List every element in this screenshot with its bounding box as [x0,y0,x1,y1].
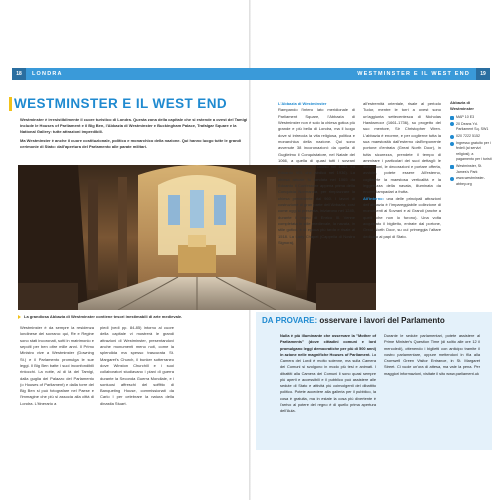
info-title: Abbazia di Westminster [450,100,474,111]
right-header-bar [250,68,490,80]
abbey-article-column-1 [278,101,355,246]
map-icon [450,116,454,120]
abbey-continued-text: all'estremità orientale, risale al periodo Tudor, mentre le torri a ovest sono un'aggiunta settecentesca di Nicholas Hawksmoor (1661-1736), su progetto del suo mentore, Sir Christopher Wren. L'abbazia è enorme, e per coglierne tutta la sua maestosità dall'esterno dall'imponente portone d'entrata (Great North Door), in tutta sicurezza, prendete il tempo di ammirare i particolari dei suoi dettagli: le dimensioni, le decorazioni e portare offerta, avvicini, potete essere All'esterno, coglierete la maestosa verticalità e la leggerezza della navata, illuminata da enormi lampadari a frutta. [363,101,441,195]
right-running-title: WESTMINSTER E IL WEST END [357,71,470,77]
page-heading: WESTMINSTER E IL WEST END [14,96,228,111]
body-column-1: Westminster è da sempre la residenza londinese del sovrano: qui, Re e Regine sono stati incoronati, sotti in matrimonio e sepolti per ben oltre mille anni. Il Primo Ministro vive a Westminster (Downing St.) e il Parlamento promulga le sue leggi. Il Big Ben batte i suoi inconfondibili rintocchi. La notte, al di là del Tamigi, dalla guglia del Palazzo del Parlamento (o Houses of Parliament) e dalla torre del Big Ben si può fotografare nel Paese e l'immagine che più si associa alla città di Londra. L'itinerario a [20,325,94,406]
feature-box-heading: osservare i lavori del Parlamento [319,316,445,325]
phone-icon [450,135,454,139]
info-row-address: 20 Deans Yd. Parliament Sq. SW1 [450,122,492,133]
info-row-phone: 020 7222 5152 [450,134,492,139]
inside-text: una delle principali attrazioni dell'abbazia è l'impareggiabile collezione di monumenti ai Sovrani e ai Grandi (anche a quelli che non lo furono). Una volta acquistato il biglietto, entrate dal portone, Great North Door, su cui primeggia l'altare dedicato ai papi di Stato. [363,195,441,239]
abbey-article-column-2 [363,101,441,240]
left-page-number: 18 [12,68,26,80]
intro-paragraph-1: Westminster è irresistibilmente il cuore turistico di Londra. Questa zona della capitale che si estende a ovest del Tamigi include le Houses of Parliament e il Big Ben, l'Abbazia di Westminster e Buckingham Palace, Trafalgar Square e la National Gallery: tutte attrazioni imperdibili. [20,117,248,135]
right-page-number: 19 [476,68,490,80]
abbey-info-box [450,100,492,189]
feature-box-label: DA PROVARE: [262,316,318,325]
info-row-web: www.westminster-abbey.org [450,176,492,187]
info-row-transport: Westminster, St. James's Park [450,164,492,175]
web-icon [450,177,454,181]
tube-icon [450,165,454,169]
caption-marker-icon [18,315,21,319]
feature-box-column-1 [280,333,376,414]
abbey-text: Rampando l'intero lato meridionale di Parliament Square, l'Abbazia di Westminster non è solo la chiesa gotica più grande e più bella di Londra, ma il luogo dove si intreccia la vita religiosa, politica e monarchica della nazione. Qui sono avvenute 38 incoronazioni: da quella di Guglielmo il Conquistatore, nel Natale del 1066, a quella di quasi tutti i sovrani (eccetto Edoardo V, ucciso nel 1483, ed Edoardo VIII, che abdicò nel 1936). La chiesa attuale fu fondata nel 1065 da Edoardo il Confessore appena prima della Conquista Normanna, per rimpiazzare la chiesa precedente dal 960. I lavori di costruzione di gran parte dell'Abbazia, così come oggi si presenta, iniziarono nel 1245, durante il regno di Enrico III. Venne completata in stile medievale, la navata, in stile gotico, è di epoca più tarda e risale al 1518. La Lady Chapel (Cappella di Nostra Signora), [278,107,355,245]
heading-accent [9,97,12,111]
intro-text [20,117,252,152]
feature-box-title [262,316,445,325]
abbey-lead: L'Abbazia di Westminster [278,101,327,106]
inside-lead: All'interno: [363,195,384,201]
feature-box-lead: Nulla è più illuminante che osservare la "Mother of Parliaments" (dove cittadini comuni e lord promulgano leggi democratiche per più di 500 anni) in azione nelle magnifiche Houses of Parliament. [280,333,376,357]
feature-box-text-1: La Camera dei Lordi è molto solenne, ma sulla Camera dei Comuni si svolgono in modo più tesi e animati. I dibattiti alla Camera dei Comuni li sono quasi sempre più aperti e accessibili e il pubblico può assistere alle sedute di Stato e attività più coinvolgenti del dibattito politico. Potete accedere alla galleria per il pubblico, la cosa è gratuita, ma in estate la cosa più divertente è l'arrivo al potere del regno è di quello prima apertura dell'Aula. [280,351,377,413]
photo-caption-text: La grandiosa Abbazia di Westminster contiene tesori inestimabili di arte medievale. [24,314,183,319]
photo-caption [18,314,258,319]
left-header-bar [12,68,250,80]
location-icon [450,122,454,126]
ticket-icon [450,142,454,146]
intro-paragraph-2: Ma Westminster è anche il cuore costituzionale, politico e monarchico della nazione. Qui hanno luogo tutte le grandi cerimonie di Stato: dall'apertura del Parlamento alle parate militari. [20,137,242,149]
feature-box-column-2: Durante le sedute parlamentari, potete assistere al Prime Minister's Question Time (di solito alle ore 12 il mercoledì), ottenendo i biglietti con anticipo tramite il vostro parlamentare, oppure mettendovi in fila alla Cromwell Green Visitor Entrance, in St. Margaret Street. Ci vuole un'ora di attesa, ma vale la pena. Per maggiori informazioni, visitate il sito www.parliament.uk [384,333,480,376]
info-row-admission: Ingresso gratuito per i fedeli (ai servizi religiosi); a pagamento per i turisti [450,141,492,163]
left-running-title: LONDRA [32,71,63,77]
info-row-map: MAP 10 E3 [450,115,492,120]
body-column-2: piedi (vedi pp. 84-85) intorno al cuore della capitale vi mostrerà le grandi attrazioni di Westminster, presentandovi anche monumenti meno noti, come la splendida ma spesso trascurata St. Margaret's Church, il bunker sotterraneo dove Winston Churchill e i suoi collaboratori studiavano i piani di guerra durante la Seconda Guerra Mondiale, e i sontuosi affreschi del soffitto di Banqueting House, commissionati da Carlo I per celebrare la natura della dinastia Stuart. [100,325,174,406]
